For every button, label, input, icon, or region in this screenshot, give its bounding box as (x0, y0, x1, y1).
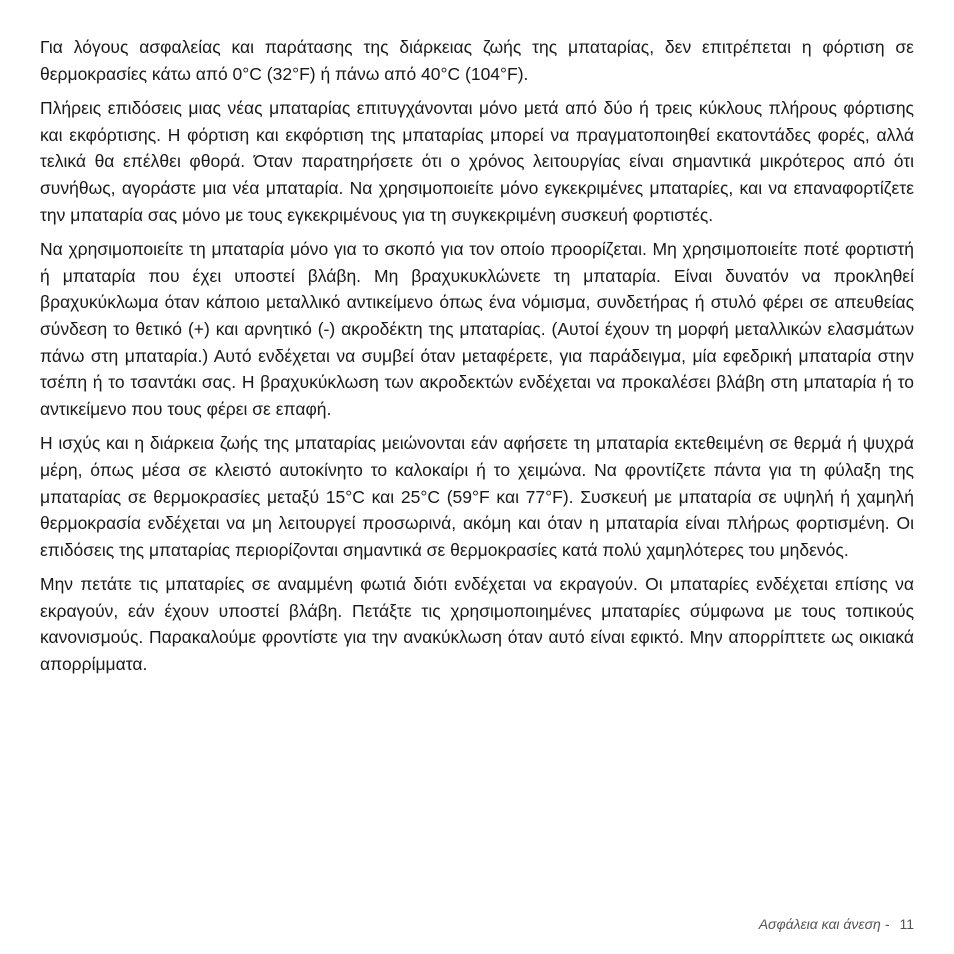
paragraph-disposal: Μην πετάτε τις μπαταρίες σε αναμμένη φωτιά διότι ενδέχεται να εκραγούν. Οι μπαταρίες ενδέχεται επίσης να εκραγούν, εάν έχουν υποστεί βλάβη. Πετάξτε τις χρησιμοποιημένες μπαταρίες σύμφωνα με τους τοπικούς κανονισμούς. Παρακαλούμε φροντίστε για την ανακύκλωση όταν αυτό είναι εφικτό. Μην απορρίπτετε ως οικιακά απορρίμματα. (40, 574, 914, 675)
paragraph-storage-temperature: Η ισχύς και η διάρκεια ζωής της μπαταρίας μειώνονται εάν αφήσετε τη μπαταρία εκτεθειμένη σε θερμά ή ψυχρά μέρη, όπως μέσα σε κλειστό αυτοκίνητο το καλοκαίρι ή το χειμώνα. Να φροντίζετε πάντα για τη φύλαξη της μπαταρίας σε θερμοκρασίες μεταξύ 15°C και 25°C (59°F και 77°F). Συσκευή με μπαταρία σε υψηλή ή χαμηλή θερμοκρασία ενδέχεται να μη λειτουργεί προσωρινά, ακόμη και όταν η μπαταρία είναι πλήρως φορτισμένη. Οι επιδόσεις της μπαταρίας περιορίζονται σημαντικά σε θερμοκρασίες κατά πολύ χαμηλότερες του μηδενός. (40, 433, 914, 560)
footer-section-title: Ασφάλεια και άνεση (758, 916, 881, 932)
page-footer (759, 916, 914, 932)
paragraph-battery-performance: Πλήρεις επιδόσεις μιας νέας μπαταρίας επιτυγχάνονται μόνο μετά από δύο ή τρεις κύκλους πλήρους φόρτισης και εκφόρτισης. Η φόρτιση και εκφόρτιση της μπαταρίας μπορεί να πραγματοποιηθεί εκατοντάδες φορές, αλλά τελικά θα επέλθει φθορά. Όταν παρατηρήσετε ότι ο χρόνος λειτουργίας είναι σημαντικά μικρότερος από ότι συνήθως, αγοράστε μια νέα μπαταρία. Να χρησιμοποιείτε μόνο εγκεκριμένες μπαταρίες, και να επαναφορτίζετε την μπαταρία σας μόνο με τους εγκεκριμένους για τη συγκεκριμένη συσκευή φορτιστές. (40, 98, 914, 225)
document-body (40, 34, 914, 686)
paragraph-charging-temperature: Για λόγους ασφαλείας και παράτασης της διάρκειας ζωής της μπαταρίας, δεν επιτρέπεται η φόρτιση σε θερμοκρασίες κάτω από 0°C (32°F) ή πάνω από 40°C (104°F). (40, 37, 914, 84)
paragraph-short-circuit: Να χρησιμοποιείτε τη μπαταρία μόνο για το σκοπό για τον οποίο προορίζεται. Μη χρησιμοποιείτε ποτέ φορτιστή ή μπαταρία που έχει υποστεί βλάβη. Μη βραχυκυκλώνετε τη μπαταρία. Είναι δυνατόν να προκληθεί βραχυκύκλωμα όταν κάποιο μεταλλικό αντικείμενο όπως ένα νόμισμα, συνδετήρας ή στυλό φέρει σε απευθείας σύνδεση το θετικό (+) και αρνητικό (-) ακροδέκτη της μπαταρίας. (Αυτοί έχουν τη μορφή μεταλλικών ελασμάτων πάνω στη μπαταρία.) Αυτό ενδέχεται να συμβεί όταν μεταφέρετε, για παράδειγμα, μία εφεδρική μπαταρία στην τσέπη ή το τσαντάκι σας. Η βραχυκύκλωση των ακροδεκτών ενδέχεται να προκαλέσει βλάβη στη μπαταρία ή το αντικείμενο που τους φέρει σε επαφή. (40, 239, 914, 419)
footer-separator: - (884, 916, 890, 932)
page-number: 11 (899, 916, 914, 932)
